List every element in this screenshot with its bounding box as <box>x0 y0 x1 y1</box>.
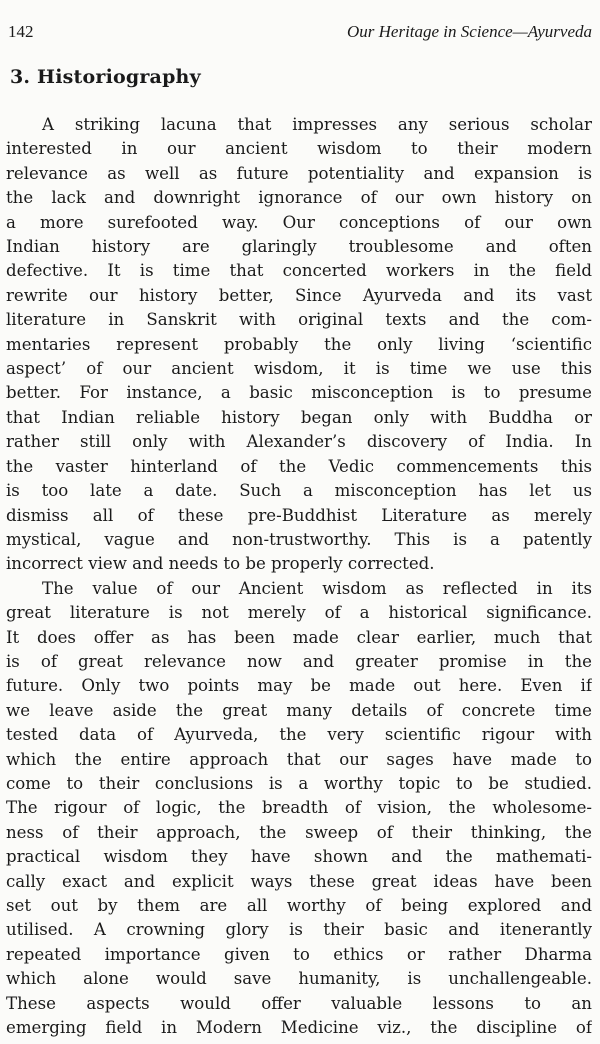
text-line: a more surefooted way. Our conceptions of our own <box>6 212 592 232</box>
text-line: aspect’ of our ancient wisdom, it is time we use this <box>6 359 592 379</box>
text-line: which the entire approach that our sages have made to <box>6 749 592 769</box>
text-line: ness of their approach, the sweep of their thinking, the <box>6 822 592 842</box>
text-line: better. For instance, a basic misconception is to presume <box>6 383 592 403</box>
text-line: interested in our ancient wisdom to their modern <box>6 139 592 159</box>
text-line: These aspects would offer valuable lessons to an <box>6 993 592 1013</box>
text-line: that Indian reliable history began only with Buddha or <box>6 407 592 427</box>
text-line: rather still only with Alexander’s discovery of India. In <box>6 432 592 452</box>
text-line: the lack and downright ignorance of our own history on <box>6 188 592 208</box>
text-line: practical wisdom they have shown and the mathemati- <box>6 847 592 867</box>
section-heading: 3. Historiography <box>10 66 201 88</box>
paragraph-1 <box>6 113 592 577</box>
text-line: defective. It is time that concerted workers in the field <box>6 261 592 281</box>
text-line: emerging field in Modern Medicine viz., the discipline of <box>6 1018 592 1038</box>
text-line: rewrite our history better, Since Ayurveda and its vast <box>6 285 592 305</box>
text-line: mystical, vague and non-trustworthy. This is a patently <box>6 529 592 549</box>
text-line: mentaries represent probably the only living ‘scientific <box>6 334 592 354</box>
text-line: The value of our Ancient wisdom as reflected in its <box>42 578 592 598</box>
text-line: repeated importance given to ethics or rather Dharma <box>6 944 592 964</box>
text-line: dismiss all of these pre-Buddhist Literature as merely <box>6 505 592 525</box>
text-line: It does offer as has been made clear earlier, much that <box>6 627 592 647</box>
text-line: the vaster hinterland of the Vedic commencements this <box>6 456 592 476</box>
text-line: A striking lacuna that impresses any serious scholar <box>42 115 592 134</box>
text-line: great literature is not merely of a historical significance. <box>6 603 592 623</box>
text-line: is too late a date. Such a misconception has let us <box>6 481 592 501</box>
text-line: which alone would save humanity, is unchallengeable. <box>6 969 592 989</box>
text-line: Indian history are glaringly troublesome and often <box>6 237 592 257</box>
text-line: literature in Sanskrit with original texts and the com- <box>6 310 592 330</box>
text-line: come to their conclusions is a worthy topic to be studied. <box>6 773 592 793</box>
text-line: is of great relevance now and greater promise in the <box>6 651 592 671</box>
text-line: tested data of Ayurveda, the very scientific rigour with <box>6 725 592 745</box>
text-line: relevance as well as future potentiality and expansion is <box>6 163 592 183</box>
paragraph-2 <box>6 577 592 1041</box>
text-line: set out by them are all worthy of being explored and <box>6 896 592 915</box>
body-text <box>6 113 592 1040</box>
text-line: cally exact and explicit ways these great ideas have been <box>6 871 592 891</box>
book-title: Our Heritage in Science—Ayurveda <box>346 22 592 41</box>
page-number: 142 <box>8 22 34 41</box>
text-line: utilised. A crowning glory is their basic and itenerantly <box>6 920 592 940</box>
text-line: The rigour of logic, the breadth of vision, the wholesome- <box>6 798 592 818</box>
text-line: future. Only two points may be made out here. Even if <box>6 676 592 696</box>
text-line: we leave aside the great many details of concrete time <box>6 700 592 720</box>
running-head <box>8 22 592 44</box>
text-line: incorrect view and needs to be properly corrected. <box>6 554 435 574</box>
